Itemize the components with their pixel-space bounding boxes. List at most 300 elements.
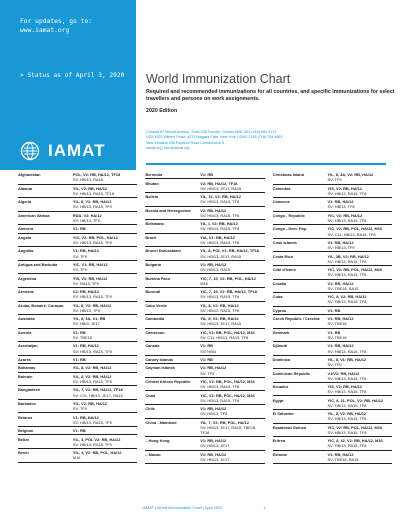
country-name: Bosnia and Herzegovina <box>145 207 191 213</box>
country-name: Burkina Faso <box>145 275 170 281</box>
required-vaccines: YIL, V2: RB, HA/12 <box>72 401 108 407</box>
specific-vaccines: SV: HB/13, RA15, TF8 <box>327 190 367 196</box>
required-vaccines: YIL, 3, POL V2: RB, HA/12 <box>72 436 121 442</box>
specific-vaccines: SV: HB/13, JE17 <box>200 457 230 462</box>
required-vaccines: V1: RB, HA/12 <box>327 343 354 349</box>
country-name: Botswana <box>145 221 164 227</box>
required-vaccines: YIS, V2: RB, HA/12 <box>327 384 362 390</box>
vaccine-cell <box>73 248 137 258</box>
vaccine-cell <box>73 374 137 384</box>
specific-vaccines: SV: HB/13, TF8 <box>200 411 228 417</box>
specific-vaccines: SV: HB/13, RA15, TF8 <box>327 272 367 278</box>
specific-vaccines: SV: C11, HB/13, JE17, RA15 <box>72 392 123 398</box>
country-name: Denmark <box>272 329 290 335</box>
country-name: Comoros <box>272 199 290 205</box>
vaccine-cell <box>73 186 137 196</box>
required-vaccines: V2: RB, HA/12 <box>72 289 99 295</box>
required-vaccines: YIL, 8, V1: RB, HA/12 <box>327 356 367 362</box>
table-row <box>273 307 392 315</box>
vaccine-cell <box>73 387 137 397</box>
required-vaccines: V1: RB, HA/12 <box>72 414 99 420</box>
country-name: Belize <box>18 436 30 442</box>
required-vaccines: YIL, 8, 3A, V1: RB <box>72 316 106 322</box>
table-row <box>18 185 137 199</box>
table-row <box>18 261 137 275</box>
required-vaccines: YIL, 8, POL V1: RB, HA/12, TF18 <box>200 248 259 254</box>
vaccine-cell <box>328 186 392 196</box>
country-name: – Hong Kong <box>145 438 170 444</box>
country-name: Bhutan <box>145 180 159 186</box>
country-name: American Samoa <box>18 212 50 218</box>
vaccine-cell <box>200 438 264 448</box>
specific-vaccines: SV: HB/13, RA15, TF8 <box>72 379 112 384</box>
page-subtitle: Required and recommended immunizations for all countries, and specific immunizations for select travellers and persons on work assignments. <box>146 89 395 102</box>
logo-text: IAMAT <box>48 141 106 160</box>
specific-vaccines: SV: HB/13, RA15, TF8 <box>200 240 240 245</box>
required-vaccines: V1: RB, HA/12 <box>200 365 227 371</box>
table-row <box>18 225 137 233</box>
country-name: Estonia <box>272 451 287 457</box>
required-vaccines: POL, V2: RB, HA/12, TF18 <box>72 172 121 178</box>
required-vaccines: YIC, 8, V2: RB, HA/12 <box>327 294 367 300</box>
required-vaccines: V1: RB, HA/12 <box>200 451 227 457</box>
country-name: Christmas Island <box>272 172 305 178</box>
specific-vaccines: SV: HB/13, RA15, TF8 <box>200 226 240 232</box>
footer-text: IAMAT | World Immunization Chart | April 2020 <box>142 505 223 510</box>
country-name: Barbados <box>18 401 36 407</box>
required-vaccines: V1: RB, HA/12 <box>327 199 354 205</box>
country-name: Austria <box>18 329 32 335</box>
table-row <box>145 451 264 465</box>
country-name: Congo - Republic <box>272 212 305 218</box>
required-vaccines: YIL, 8, V2: RB, HA/12 <box>72 373 112 379</box>
table-row <box>145 391 264 405</box>
table-row <box>18 435 137 449</box>
country-name: Cambodia <box>145 316 165 322</box>
table-row <box>18 400 137 414</box>
table-row <box>18 413 137 427</box>
required-vaccines: YIL, 8, V2: RB, HA/12 <box>200 316 239 322</box>
vaccine-cell <box>200 276 264 286</box>
specific-vaccines: SV: HB/13, RA15, TF8 <box>327 402 367 408</box>
specific-vaccines: SV: C11, HB/13, RA15, TF8 <box>327 231 376 237</box>
country-name: Bahamas <box>18 365 36 371</box>
table-row <box>18 373 137 387</box>
table-row <box>145 220 264 234</box>
vaccine-cell <box>200 208 264 218</box>
table-row <box>273 293 392 307</box>
vaccine-cell <box>73 213 137 223</box>
required-vaccines: V1: RB <box>200 172 213 178</box>
specific-vaccines: SV: HB/13, TF9 <box>72 217 100 223</box>
specific-vaccines: SV: HB/13, RA15, TF9 <box>72 441 112 447</box>
page-footer <box>0 505 408 510</box>
country-name: Antigua and Barbuda <box>18 262 58 268</box>
table-row <box>145 261 264 275</box>
country-name: Aruba, Bonaire, Curaçao <box>18 302 64 308</box>
specific-vaccines: SV: HB/13, RA15, TF8 <box>327 443 367 449</box>
vaccine-cell <box>200 303 264 313</box>
vaccine-cell <box>328 213 392 223</box>
table-row <box>273 396 392 410</box>
updates-notice <box>20 17 92 35</box>
table-row <box>273 383 392 397</box>
vaccine-cell <box>200 221 264 231</box>
table-row <box>18 449 137 463</box>
chart-header <box>146 72 401 114</box>
contact-line: New Zealand 206 Papanui Road Christchurch 5 <box>146 140 225 145</box>
table-row <box>18 288 137 302</box>
table-row <box>273 410 392 424</box>
table-row <box>18 198 137 212</box>
country-name: Bahrain <box>18 373 33 379</box>
vaccine-cell <box>73 437 137 447</box>
specific-vaccines: SV: HB/13, JE17, RA15 <box>200 321 242 327</box>
country-name: Equatorial Guinea <box>272 424 306 430</box>
specific-vaccines: SV: HB/13, RA15, TF8 <box>200 397 240 403</box>
required-vaccines: V1: RB, HA/12 <box>327 280 354 286</box>
vaccine-cell <box>328 411 392 421</box>
contact-line[interactable]: iamat.org | info@iamat.org <box>146 146 190 151</box>
specific-vaccines: SV: HB/13, RA15, TF8 <box>200 294 240 300</box>
required-vaccines: V1: RB, HA/12 <box>327 451 354 457</box>
required-vaccines: V1: RB, HA/12 <box>327 240 354 245</box>
vaccine-cell <box>73 450 137 460</box>
country-name: Cyprus <box>272 307 287 313</box>
specific-vaccines: SV: HB/13, TF9 <box>327 245 355 251</box>
table-row <box>18 212 137 226</box>
country-name: Angola <box>18 234 32 240</box>
specific-vaccines: SV: HB/13, RA15, TF8 <box>327 429 367 435</box>
required-vaccines: YIC, V2: RB, POL, HA/12 <box>72 234 118 240</box>
required-vaccines: YIC, V2: RB, POL, HA/12, M16 <box>200 392 255 398</box>
required-vaccines: V1: RB, HA/12 <box>327 316 354 322</box>
specific-vaccines: SV: HB/13, JE17, RA15, TBE18, TF18 <box>200 424 257 435</box>
specific-vaccines: SV: HB/13, TF8 <box>327 204 355 210</box>
required-vaccines: YIC, V2: RB, POL, HA/12, M16 <box>200 329 255 335</box>
vaccine-cell <box>73 199 137 209</box>
header-divider <box>146 163 386 165</box>
specific-vaccines: SV: TF9 <box>200 370 215 376</box>
specific-vaccines: SV: HB/13, RA15, TF8 <box>327 217 367 223</box>
country-name: Central African Republic <box>145 379 191 384</box>
country-name: Albania <box>18 185 33 191</box>
vaccine-cell <box>200 289 264 299</box>
table-row <box>18 302 137 316</box>
required-vaccines: V1: RB, HA/12 <box>200 438 227 444</box>
country-name: Canary Islands <box>145 356 174 362</box>
required-vaccines: YIL, 8, V2: RB, HA/12 <box>72 365 112 371</box>
specific-vaccines: SV: TF9 <box>327 362 342 368</box>
table-row <box>18 171 137 185</box>
country-name: Brunei Darussalam <box>145 248 181 254</box>
specific-vaccines: SV: HB/13, JE17, RA15 <box>200 253 242 259</box>
required-vaccines: YIL, 8, 3A, V2: RB, HA/12 <box>327 172 374 178</box>
country-name: Dominican Republic <box>272 370 311 376</box>
vaccine-cell <box>73 289 137 299</box>
specific-vaccines: M16 <box>72 455 81 461</box>
vaccine-cell <box>328 294 392 304</box>
table-row <box>145 207 264 221</box>
vaccine-cell <box>200 194 264 204</box>
specific-vaccines: SV: HB/13, RA15 <box>200 267 231 273</box>
required-vaccines: YIC, V2: RB, POL, HA/12, M16 <box>200 379 255 384</box>
required-vaccines: YIS, V1: RB, HA/12 <box>72 275 108 281</box>
contact-line: USA 1623 Military Road, #279 Niagara Falls, New York 14304-1745 (716) 754 4883 <box>146 135 283 140</box>
country-name: Dominica <box>272 356 291 362</box>
specific-vaccines: SV: TBE18, RA15 <box>327 457 359 462</box>
country-name: – Macao <box>145 451 161 457</box>
required-vaccines: YIL, 7, V2: RB, POL, HA/12 <box>200 419 249 425</box>
page-title: World Immunization Chart <box>146 72 291 86</box>
country-name: Australia <box>18 316 35 322</box>
table-row <box>145 356 264 364</box>
table-row <box>145 234 264 248</box>
table-row <box>273 280 392 294</box>
vaccine-cell <box>73 365 137 370</box>
specific-vaccines: SV: HB/13, RA15, TF8 <box>327 258 367 264</box>
vaccine-cell <box>200 379 264 389</box>
vaccine-cell <box>73 262 137 272</box>
table-row <box>273 239 392 253</box>
table-row <box>273 356 392 370</box>
specific-vaccines: SV: HB/13, RA15, TF9 <box>72 294 112 300</box>
required-vaccines: V1: RB <box>72 226 86 232</box>
updates-panel <box>0 0 136 170</box>
table-row <box>273 424 392 438</box>
specific-vaccines: SV: TBE18 <box>327 321 347 327</box>
specific-vaccines: SV: C11, HB/13, RA15, TF8 <box>200 334 249 340</box>
country-name: Bolivia <box>145 194 159 200</box>
updates-line-1: For updates, go to: <box>20 18 93 25</box>
vaccine-cell <box>73 303 137 313</box>
required-vaccines: YIL, 31, V2: RB, HA/12 <box>200 194 241 200</box>
required-vaccines: YIC, V2: RB, POL, HA/12, M16 <box>327 267 383 273</box>
table-row <box>18 427 137 435</box>
country-name: Egypt <box>272 397 284 403</box>
table-column-2 <box>145 171 264 497</box>
table-row <box>273 329 392 343</box>
required-vaccines: YIC, 8, 21, POL, V2: RB, HA/12 <box>327 397 384 403</box>
table-row <box>18 364 137 372</box>
country-name: Azerbaijan <box>18 343 38 349</box>
vaccine-cell <box>73 316 137 326</box>
vaccine-cell <box>328 172 392 182</box>
vaccine-cell <box>328 308 392 313</box>
vaccine-cell <box>200 365 264 375</box>
specific-vaccines: SV: TF9 <box>72 406 87 412</box>
table-row <box>145 288 264 302</box>
vaccine-cell <box>73 415 137 425</box>
table-row <box>18 356 137 364</box>
table-row <box>18 329 137 343</box>
table-row <box>145 329 264 343</box>
vaccine-cell <box>328 425 392 435</box>
vaccine-cell <box>200 357 264 362</box>
vaccine-cell <box>200 172 264 177</box>
required-vaccines: YIS, V2: RB, HA/12 <box>327 185 362 191</box>
vaccine-cell <box>328 398 392 408</box>
required-vaccines: YIC, V2: RB, POL, HA/12, M16 <box>327 424 383 430</box>
table-row <box>273 185 392 199</box>
globe-logo-icon <box>20 141 44 161</box>
table-row <box>273 252 392 266</box>
table-row <box>145 378 264 392</box>
table-row <box>273 315 392 329</box>
table-row <box>273 369 392 383</box>
vaccine-cell <box>328 343 392 353</box>
required-vaccines: YIC, V1: RB, HA/12 <box>72 262 108 268</box>
required-vaccines: YIL, 8, V2: RB, HA/12 <box>327 411 367 417</box>
specific-vaccines: SV: TF9 <box>72 267 87 273</box>
country-name: Chad <box>145 392 156 398</box>
specific-vaccines: SV: RA15, TF9 <box>72 280 99 286</box>
vaccine-cell <box>73 330 137 340</box>
specific-vaccines: SV: HB/13, RA15, TF8 <box>200 199 240 205</box>
table-row <box>145 364 264 378</box>
country-name: Afghanistan <box>18 172 41 178</box>
status-date: > Status as of April 3, 2020 <box>20 72 125 79</box>
country-name: Burundi <box>145 289 161 295</box>
required-vaccines: YIL, L V2: RB, HA/12 <box>200 221 238 227</box>
vaccine-cell <box>200 406 264 416</box>
country-name: Cameroon <box>145 329 165 335</box>
required-vaccines: V2: RB, HA/12, TF18 <box>200 180 238 186</box>
country-name: Cayman Islands <box>145 365 175 371</box>
specific-vaccines: SV: HB/13, RA15, TF18 <box>72 190 114 196</box>
vaccine-cell <box>328 240 392 250</box>
required-vaccines: RDA, V2: HA/12 <box>72 212 102 218</box>
required-vaccines: YIL, 8, V2: RB, HA/12 <box>200 302 239 308</box>
vaccine-cell <box>73 276 137 286</box>
country-name: Belarus <box>18 414 33 420</box>
specific-vaccines: M16 <box>200 280 208 286</box>
contact-block <box>146 130 283 152</box>
specific-vaccines: SV: HB/4 <box>200 348 217 354</box>
table-row <box>145 419 264 438</box>
country-name: Costa Rica <box>272 253 293 259</box>
required-vaccines: V1: RB, HA/12 <box>200 262 227 268</box>
vaccine-cell <box>328 384 392 394</box>
country-name: Czech Republic / Czechia <box>272 316 320 322</box>
specific-vaccines: SV: HB/13, RA15, TF9 <box>72 204 112 210</box>
country-name: Argentina <box>18 275 37 281</box>
required-vaccines: V1: RB <box>327 307 341 313</box>
vaccine-cell <box>200 181 264 191</box>
specific-vaccines: SV: HB/13, RA15, TF9 <box>72 419 112 425</box>
country-name: Ecuador <box>272 384 289 390</box>
country-name: Azores <box>18 356 31 362</box>
table-row <box>145 315 264 329</box>
country-name: Colombia <box>272 185 291 191</box>
table-row <box>18 274 137 288</box>
table-row <box>273 342 392 356</box>
required-vaccines: YIC, 7, 19, V2: RB, POL, HA/12 <box>200 275 256 281</box>
required-vaccines: V1/V2: RB, HA/12 <box>327 370 360 376</box>
table-row <box>145 342 264 356</box>
required-vaccines: YIL, 7, V2: RB, HA/12, TF18 <box>72 387 123 393</box>
table-row <box>18 386 137 400</box>
table-row <box>145 171 264 179</box>
table-row <box>145 193 264 207</box>
country-name: Cuba <box>272 294 283 300</box>
country-name: El Salvador <box>272 411 294 417</box>
country-name: Djibouti <box>272 343 288 349</box>
required-vaccines: YIC, 7, 19, V2: RB, HA/12, TF18 <box>200 289 257 295</box>
specific-vaccines: SV: HB/13, RA15, TF8 <box>200 384 240 390</box>
table-row <box>145 247 264 261</box>
vaccine-cell <box>328 330 392 340</box>
vaccine-cell <box>73 357 137 362</box>
specific-vaccines: SV: HB/13, RA15, TF8 <box>200 307 240 313</box>
vaccine-cell <box>73 235 137 245</box>
vaccine-cell <box>328 267 392 277</box>
required-vaccines: V1: RB <box>72 428 86 434</box>
table-row <box>18 342 137 356</box>
vaccine-cell <box>200 316 264 326</box>
specific-vaccines: SV: TBE18 <box>72 334 92 340</box>
specific-vaccines: SV: HB/13, RA15, TF8 <box>327 389 367 395</box>
specific-vaccines: SV: TBE18 <box>327 334 347 340</box>
vaccine-cell <box>73 226 137 231</box>
immunization-table <box>18 171 392 497</box>
country-name: Canada <box>145 343 160 349</box>
vaccine-cell <box>200 420 264 435</box>
country-name: Cook Islands <box>272 240 297 245</box>
required-vaccines: YIL, 4, V2: RB, POL, HA/12 <box>72 450 122 456</box>
table-row <box>18 247 137 261</box>
vaccine-cell <box>200 248 264 258</box>
required-vaccines: YIL, 8, V2: RB, HA/12 <box>72 199 112 205</box>
country-name: Andorra <box>18 226 34 232</box>
vaccine-cell <box>200 343 264 353</box>
required-vaccines: YIC, V2: RB, POL, HA/12, M16 <box>327 226 383 232</box>
specific-vaccines: SV: HB/13, RA15, TF8 <box>200 212 240 218</box>
table-row <box>18 315 137 329</box>
table-row <box>18 234 137 248</box>
required-vaccines: V1: RB <box>200 356 213 362</box>
required-vaccines: YIL, V2: RB, HA/12 <box>72 185 108 191</box>
country-name: Bangladesh <box>18 387 41 393</box>
vaccine-cell <box>73 401 137 411</box>
required-vaccines: YIC, V2: RB, HA/12 <box>327 212 363 218</box>
country-name: Belgium <box>18 428 34 434</box>
vaccine-cell <box>200 393 264 403</box>
required-vaccines: V1: RB <box>72 356 86 362</box>
required-vaccines: V2: RB, HA/12 <box>200 207 227 213</box>
country-name: Eritrea <box>272 438 285 444</box>
vaccine-cell <box>73 343 137 353</box>
vaccine-cell <box>200 330 264 340</box>
required-vaccines: YIA, V1: RB, HA/12 <box>200 234 235 240</box>
table-row <box>273 171 392 185</box>
specific-vaccines: SV: HB/13, RA15, TF8 <box>327 416 367 422</box>
table-row <box>273 451 392 465</box>
country-name: Anguilla <box>18 248 34 254</box>
country-name: Brazil <box>145 234 156 240</box>
specific-vaccines: SV: TBE18, RA15 <box>327 285 359 291</box>
updates-url[interactable]: www.iamat.org <box>20 27 70 34</box>
table-column-1 <box>18 171 137 497</box>
table-row <box>273 198 392 212</box>
vaccine-cell <box>73 172 137 182</box>
country-name: Chile <box>145 406 155 412</box>
country-name: Armenia <box>18 289 34 295</box>
page-number: 1 <box>263 505 266 510</box>
vaccine-cell <box>73 428 137 433</box>
required-vaccines: V1: RB <box>327 329 341 335</box>
required-vaccines: V1: RB, HA/12 <box>72 343 99 349</box>
